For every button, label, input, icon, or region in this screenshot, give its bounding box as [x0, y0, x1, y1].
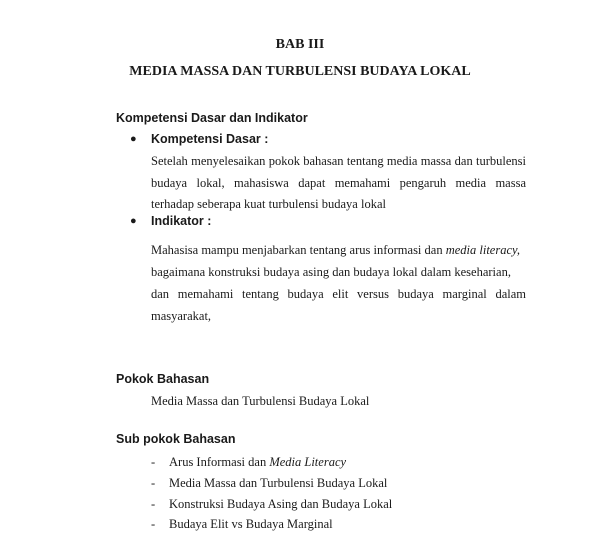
kompetensi-dasar-line-3: terhadap seberapa kuat turbulensi budaya lokal	[151, 197, 386, 211]
pokok-text: Media Massa dan Turbulensi Budaya Lokal	[151, 394, 370, 408]
media-literacy-italic: media literacy,	[445, 243, 520, 257]
dash-3: -	[151, 497, 156, 511]
sub-item-3: Konstruksi Budaya Asing dan Budaya Lokal	[169, 497, 393, 511]
sub-item-2: Media Massa dan Turbulensi Budaya Lokal	[169, 476, 388, 490]
chapter-title: MEDIA MASSA DAN TURBULENSI BUDAYA LOKAL	[129, 64, 471, 79]
bullet-indikator: ●	[130, 215, 137, 227]
dash-1: -	[151, 455, 156, 469]
indikator-line-1	[151, 243, 520, 258]
kompetensi-dasar-label: Kompetensi Dasar :	[151, 132, 269, 146]
bullet-dasar: ●	[130, 133, 137, 145]
kompetensi-dasar-line-2: budaya lokal, mahasiswa dapat memahami pengaruh media massa	[151, 176, 526, 190]
indikator-line-3: dan memahami tentang budaya elit versus budaya marginal dalam	[151, 287, 526, 301]
sub-item-4: Budaya Elit vs Budaya Marginal	[169, 517, 333, 531]
sub-item-1-text: Arus Informasi dan	[169, 455, 270, 469]
dash-4: -	[151, 517, 156, 531]
indikator-line-2: bagaimana konstruksi budaya asing dan budaya lokal dalam keseharian,	[151, 265, 511, 279]
dash-2: -	[151, 476, 156, 490]
chapter-number: BAB III	[275, 37, 325, 52]
sub-item-1-italic: Media Literacy	[269, 455, 347, 469]
kompetensi-heading: Kompetensi Dasar dan Indikator	[116, 111, 308, 125]
pokok-heading: Pokok Bahasan	[116, 372, 210, 386]
indikator-line-4: masyarakat,	[151, 309, 212, 323]
indikator-label: Indikator :	[151, 214, 212, 228]
kompetensi-dasar-line-1: Setelah menyelesaikan pokok bahasan tentang media massa dan turbulensi	[151, 154, 526, 168]
indikator-line-1-text: Mahasisa mampu menjabarkan tentang arus informasi dan	[151, 243, 446, 257]
sub-pokok-heading: Sub pokok Bahasan	[116, 432, 236, 446]
sub-item-1	[169, 455, 346, 470]
